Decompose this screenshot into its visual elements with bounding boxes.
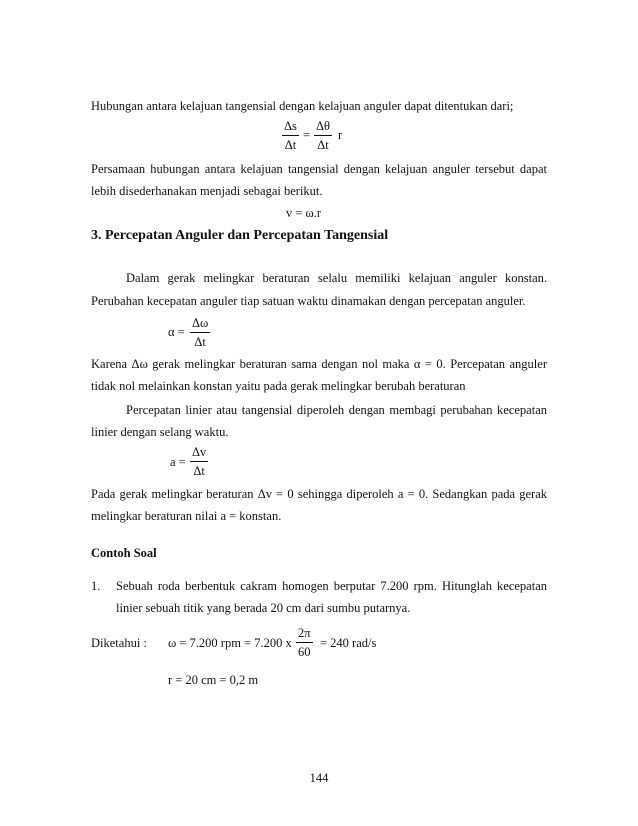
eq3-den: Δt: [194, 335, 206, 349]
simplify-line-2: lebih disederhanakan menjadi sebagai berikut.: [91, 184, 323, 198]
para3-line-2: linier dengan selang waktu.: [91, 425, 229, 439]
eq4-num: Δv: [192, 445, 207, 459]
item-line-1: Sebuah roda berbentuk cakram homogen berputar 7.200 rpm. Hitunglah kecepatan: [116, 579, 547, 593]
eq1-fraction-right: [314, 118, 332, 153]
eq5-bar: [296, 642, 313, 643]
para4-line-1: Pada gerak melingkar beraturan Δv = 0 sehingga diperoleh a = 0. Sedangkan pada gerak: [91, 487, 547, 501]
eq1-equals: =: [303, 128, 311, 142]
intro-text: Hubungan antara kelajuan tangensial dengan kelajuan anguler dapat ditentukan dari;: [91, 99, 514, 113]
eq4-fraction: [190, 444, 208, 479]
eq4-den: Δt: [193, 464, 205, 478]
para1-line-2: Perubahan kecepatan anguler tiap satuan waktu dinamakan dengan percepatan anguler.: [91, 294, 526, 308]
eq5-fraction: [296, 625, 313, 660]
omega-result: = 240 rad/s: [320, 636, 377, 650]
eq4-lhs: a =: [170, 455, 186, 469]
eq3-bar: [190, 332, 210, 333]
para4-line-2: melingkar beraturan nilai a = konstan.: [91, 509, 282, 523]
simplify-line-1: Persamaan hubungan antara kelajuan tangensial dengan kelajuan anguler tersebut dapat: [91, 162, 547, 176]
eq3-num: Δω: [192, 316, 209, 330]
eq1-den2: Δt: [317, 138, 329, 152]
eq1-fraction-left: [282, 118, 299, 153]
page-number: 144: [309, 771, 329, 785]
omega-value: ω = 7.200 rpm = 7.200 x: [168, 636, 292, 650]
radius-value: r = 20 cm = 0,2 m: [168, 673, 259, 687]
para2-line-1: Karena Δω gerak melingkar beraturan sama dengan nol maka α = 0. Percepatan anguler: [91, 357, 547, 371]
eq5-num: 2π: [298, 626, 311, 640]
example-heading: Contoh Soal: [91, 546, 157, 560]
section-heading: 3. Percepatan Anguler dan Percepatan Tangensial: [91, 228, 389, 243]
eq5-den: 60: [298, 645, 311, 659]
eq1-bar2: [314, 135, 332, 136]
eq4-bar: [190, 461, 208, 462]
eq1-bar1: [282, 135, 299, 136]
para3-line-1: Percepatan linier atau tangensial diperoleh dengan membagi perubahan kecepatan: [126, 403, 547, 417]
para2-line-2: tidak nol melainkan konstan yaitu pada gerak melingkar berubah beraturan: [91, 379, 466, 393]
para1-line-1: Dalam gerak melingkar beraturan selalu memiliki kelajuan anguler konstan.: [126, 271, 547, 285]
eq3-fraction: [190, 315, 210, 350]
eq3-lhs: α =: [168, 325, 185, 339]
eq1-num1: Δs: [284, 119, 297, 133]
eq1-den1: Δt: [284, 138, 297, 152]
eq1-num2: Δθ: [316, 119, 331, 133]
item-number: 1.: [91, 579, 101, 593]
known-label: Diketahui :: [91, 636, 147, 650]
eq1-tail: r: [338, 128, 343, 142]
item-line-2: linier sebuah titik yang berada 20 cm dari sumbu putarnya.: [116, 601, 411, 615]
eq2-v-omega-r: v = ω.r: [286, 206, 322, 220]
